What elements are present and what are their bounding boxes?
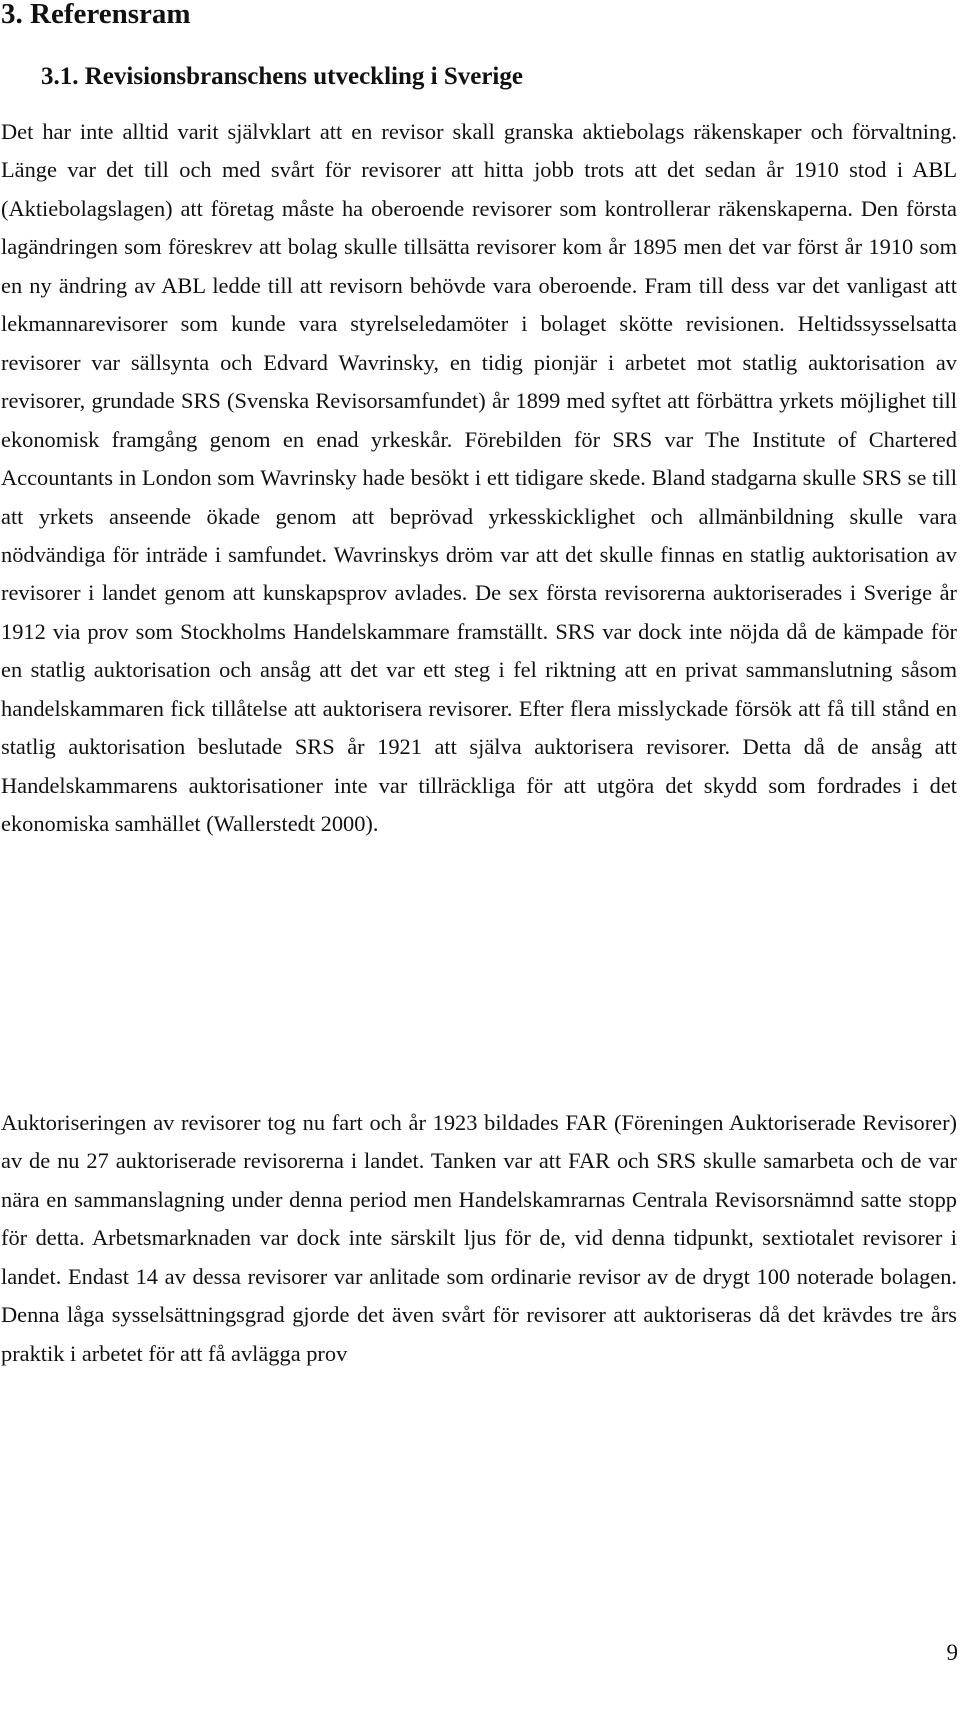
body-paragraph: Det har inte alltid varit självklart att en revisor skall granska aktiebolags räkenskaper och förvaltning. Länge var det till och med svårt för revisorer att hitta jobb trots att det sedan år 1910 stod i ABL (Aktiebolagslagen) att företag måste ha oberoende revisorer som kontrollerar räkenskaperna. Den första lagändringen som föreskrev att bolag skulle tillsätta revisorer kom år 1895 men det var först år 1910 som en ny ändring av ABL ledde till att revisorn behövde vara oberoende. Fram till dess var det vanligast att lekmannarevisorer som kunde vara styrelseledamöter i bolaget skötte revisionen. Heltidssysselsatta revisorer var sällsynta och Edvard Wavrinsky, en tidig pionjär i arbetet mot statlig auktorisation av revisorer, grundade SRS (Svenska Revisorsamfundet) år 1899 med syftet att förbättra yrkets möjlighet till ekonomisk framgång genom en enad yrkeskår. Förebilden för SRS var The Institute of Chartered Accountants in London som Wavrinsky hade besökt i ett tidigare skede. Bland stadgarna skulle SRS se till att yrkets anseende ökade genom att beprövad yrkesskicklighet och allmänbildning skulle vara nödvändiga för inträde i samfundet. Wavrinskys dröm var att det skulle finnas en statlig auktorisation av revisorer i landet genom att kunskapsprov avlades. De sex första revisorerna auktoriserades i Sverige år 1912 via prov som Stockholms Handelskammare framställt. SRS var dock inte nöjda då de kämpade för en statlig auktorisation och ansåg att det var ett steg i fel riktning att en privat sammanslutning såsom handelskammaren fick tillåtelse att auktorisera revisorer. Efter flera misslyckade försök att få till stånd en statlig auktorisation beslutade SRS år 1921 att själva auktorisera revisorer. Detta då de ansåg att Handelskammarens auktorisationer inte var tillräckliga för att utgöra det skydd som fordrades i det ekonomiska samhället (Wallerstedt 2000). [1, 119, 957, 837]
page-number: 9 [946, 1640, 958, 1665]
subsection-heading: 3.1. Revisionsbranschens utveckling i Sverige [41, 63, 523, 90]
section-heading: 3. Referensram [1, 0, 191, 30]
body-paragraph: Auktoriseringen av revisorer tog nu fart och år 1923 bildades FAR (Föreningen Auktoriserade Revisorer) av de nu 27 auktoriserade revisorerna i landet. Tanken var att FAR och SRS skulle samarbeta och de var nära en sammanslagning under denna period men Handelskamrarnas Centrala Revisorsnämnd satte stopp för detta. Arbetsmarknaden var dock inte särskilt ljus för de, vid denna tidpunkt, sextiotalet revisorer i landet. Endast 14 av dessa revisorer var anlitade som ordinarie revisor av de drygt 100 noterade bolagen. Denna låga sysselsättningsgrad gjorde det även svårt för revisorer att auktoriseras då det krävdes tre års praktik i arbetet för att få avlägga prov [1, 1110, 957, 1366]
